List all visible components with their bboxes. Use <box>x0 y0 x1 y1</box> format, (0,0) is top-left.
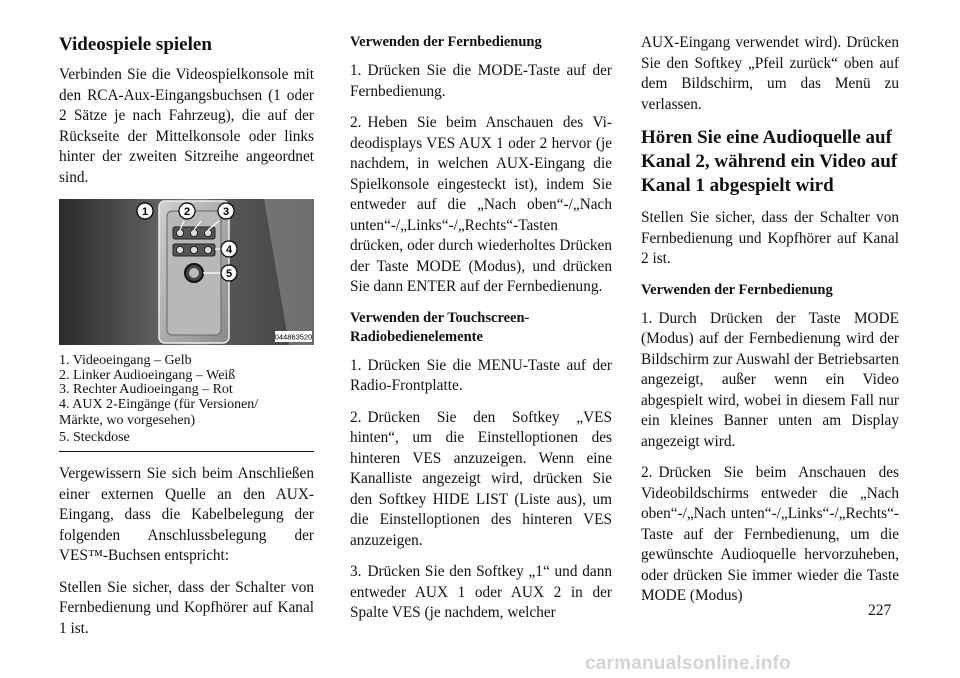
step-text: Heben Sie beim Anschauen des Videodisplays VES AUX 1 oder 2 hervor (je nachdem, in welchen AUX-Eingang die Spielkonsole eingesteckt ist), indem Sie entweder auf die „Nach oben“-/„Nach unten“-/„Links“-/„Rechts“-Tasten drücken, oder durch wiederholtes Drücken der Taste MODE (Modus), und drücken Sie dann ENTER auf der Fernbedienung. <box>350 114 612 295</box>
caption-line: 4. AUX 2-Eingänge (für Versionen/ <box>59 396 259 412</box>
step-item <box>350 61 612 102</box>
intro-paragraph: Verbinden Sie die Videospielkonsole mit den RCA-Aux-Eingangsbuchsen (1 oder 2 Sätze je nach Fahrzeug), die auf der Rückseite der Mittelkonsole oder links hinter der zweiten Sitzreihe angeordnet sind. <box>59 66 314 186</box>
step-item <box>350 408 612 552</box>
watermark: carmanualsonline.info <box>585 653 791 674</box>
step-text: Drücken Sie die MODE-Taste auf der Fernbedienung. <box>350 62 612 100</box>
step-item <box>350 356 612 397</box>
step-number: 2. <box>641 464 653 481</box>
step-item <box>350 562 612 624</box>
figure-captions <box>59 354 314 445</box>
step-text: Drücken Sie den Softkey „1“ und dann entweder AUX 1 oder AUX 2 in der Spalte VES (je nachdem, welcher <box>350 563 612 621</box>
caption-line: 1. Videoeingang – Gelb <box>59 353 192 368</box>
step-number: 1. <box>350 356 362 374</box>
figure-code: 044863520 <box>274 332 313 342</box>
step-number: 3. <box>350 563 362 580</box>
callout-2-label: 2 <box>183 206 191 218</box>
continued-paragraph: AUX-Eingang verwendet wird). Drücken Sie den Softkey „Pfeil zurück“ oben auf dem Bildschirm, um das Menü zu verlassen. <box>641 34 899 113</box>
step-text: Durch Drücken der Taste MODE (Modus) auf der Fernbedienung wird der Bildschirm zur Auswahl der Betriebsarten angezeigt, außer wenn ein Video abgespielt wird, wobei in diesem Fall nur ein kleines Banner unten am Display angezeigt wird. <box>641 309 899 450</box>
step-item <box>350 113 612 298</box>
section-heading: Videospiele spielen <box>59 34 212 55</box>
aux-jack-figure <box>59 199 314 345</box>
step-number: 1. <box>641 309 653 327</box>
callout-1-label: 1 <box>141 206 149 218</box>
step-text: Drücken Sie beim Anschauen des Videobildschirms entweder die „Nach oben“-/„Nach unten“-/„Links“-/„Rechts“-Taste auf der Fernbedienung, um die gewünschte Audioquelle hervorzuheben, oder drücken Sie immer wieder die Taste MODE (Modus) <box>641 464 899 604</box>
column-middle <box>350 33 612 635</box>
step-text: Drücken Sie die MENU-Taste auf der Radio-Frontplatte. <box>350 356 612 394</box>
wiring-paragraph: Vergewissern Sie sich beim Anschließen einer externen Quelle an den AUX-Eingang, dass die Kabelbelegung der folgenden Anschlussbelegung der VES™-Buchsen entspricht: <box>59 465 314 564</box>
step-number: 2. <box>350 114 362 131</box>
caption-line: 3. Rechter Audioeingang – Rot <box>59 382 233 397</box>
callout-4-label: 4 <box>225 244 233 256</box>
caption-line: Märkte, wo vorgesehen) <box>59 413 196 428</box>
section-heading: Hören Sie eine Audioquelle auf Kanal 2, während ein Video auf Kanal 1 abgespielt wird <box>641 127 898 196</box>
channel-2-paragraph: Stellen Sie sicher, dass der Schalter von Fernbedienung und Kopfhörer auf Kanal 2 ist. <box>641 209 899 267</box>
caption-line: 5. Steckdose <box>59 429 130 445</box>
callout-5-label: 5 <box>225 268 233 280</box>
page-number: 227 <box>868 602 892 619</box>
aux-jack-illustration <box>59 199 314 345</box>
subheading-remote: Verwenden der Fernbedienung <box>641 281 833 298</box>
step-item <box>641 463 899 607</box>
caption-line: 2. Linker Audioeingang – Weiß <box>59 367 236 383</box>
callout-3-label: 3 <box>222 206 230 218</box>
step-item <box>641 309 899 453</box>
column-left <box>59 33 314 650</box>
step-number: 2. <box>350 408 362 426</box>
column-right <box>641 33 899 618</box>
subheading-touchscreen: Verwenden der Touchscreen-Radiobedienelemente <box>350 309 530 345</box>
step-number: 1. <box>350 62 362 79</box>
step-text: Drücken Sie den Softkey „VES hinten“, um die Einstelloptionen des hinteren VES anzuzeigen. Wenn eine Kanalliste angezeigt wird, drücken Sie den Softkey HIDE LIST (Liste aus), um die Einstelloptionen des hinteren VES anzuzeigen. <box>350 408 612 549</box>
caption-divider <box>59 451 314 452</box>
subheading-remote: Verwenden der Fernbedienung <box>350 34 542 50</box>
channel-1-paragraph: Stellen Sie sicher, dass der Schalter von Fernbedienung und Kopfhörer auf Kanal 1 ist. <box>59 578 314 637</box>
